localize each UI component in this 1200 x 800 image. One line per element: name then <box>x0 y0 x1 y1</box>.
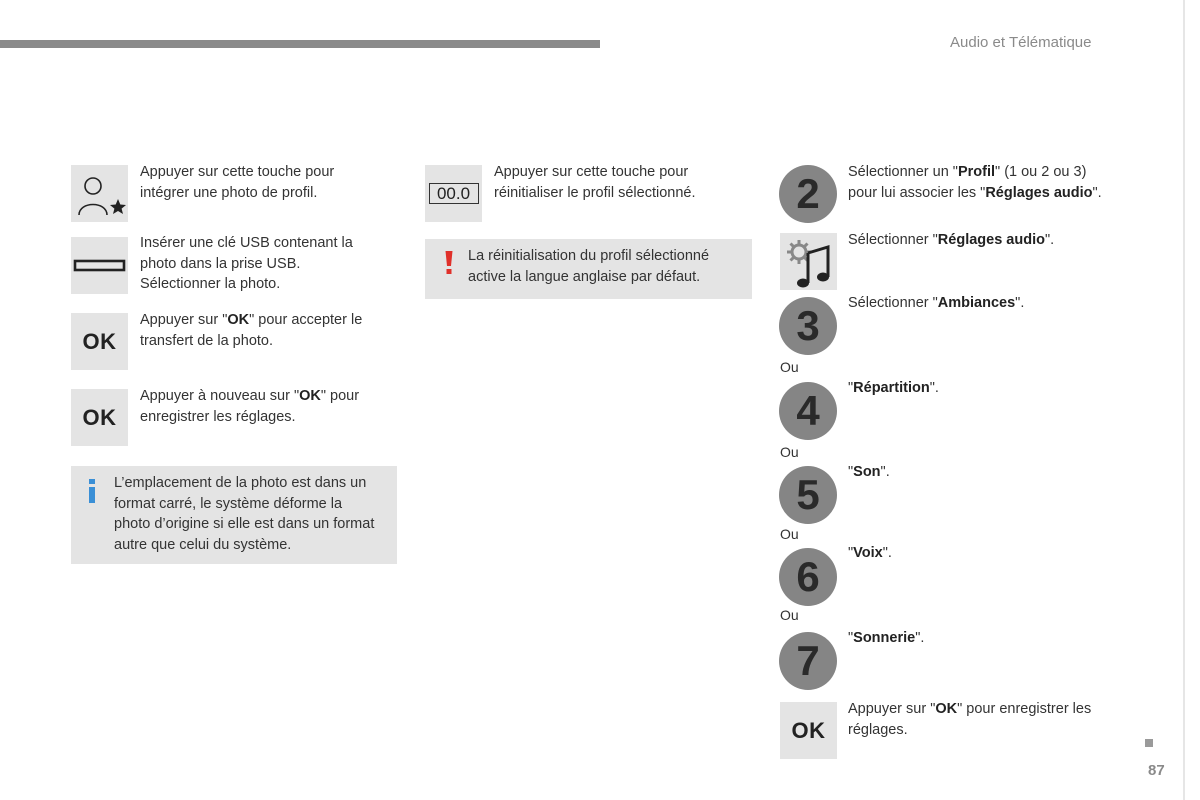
step-5-badge: 5 <box>779 466 837 524</box>
profile-photo-button-tile <box>71 165 128 222</box>
page-edge-divider <box>1183 0 1185 800</box>
gear-music-icon <box>780 233 837 290</box>
step-7-badge: 7 <box>779 632 837 690</box>
usb-slot-icon <box>71 237 128 294</box>
warning-note <box>425 239 752 299</box>
user-star-icon <box>71 165 128 222</box>
audio-settings-text: Sélectionner "Réglages audio". <box>848 232 1055 248</box>
page-marker <box>1145 739 1153 747</box>
usb-port-tile <box>71 237 128 294</box>
ok-accept-instruction: Appuyer sur "OK" pour accepter le transfert de la photo. <box>140 312 363 349</box>
step-6-badge: 6 <box>779 548 837 606</box>
step-6-text: "Voix". <box>848 545 892 561</box>
header-bar <box>0 40 600 48</box>
or-label: Ou <box>780 526 799 542</box>
step-4-badge: 4 <box>779 382 837 440</box>
usb-instruction: Insérer une clé USB contenant la photo dans la prise USB. Sélectionner la photo. <box>140 235 353 292</box>
warning-note-text: La réinitialisation du profil sélectionné active la langue anglaise par défaut. <box>468 248 710 285</box>
info-icon <box>87 479 97 503</box>
page-number: 87 <box>1148 762 1165 779</box>
counter-display: 00.0 <box>429 183 479 204</box>
step-7-text: "Sonnerie". <box>848 630 925 646</box>
info-note-text: L’emplacement de la photo est dans un format carré, le système déforme la photo d’origine si elle est dans un format autre que celui du système. <box>114 475 375 553</box>
reset-button-tile <box>425 165 482 222</box>
step-3-text: Sélectionner "Ambiances". <box>848 295 1025 311</box>
step-2-badge: 2 <box>779 165 837 223</box>
or-label: Ou <box>780 607 799 623</box>
or-label: Ou <box>780 444 799 460</box>
warning-icon <box>445 251 453 275</box>
profile-photo-instruction: Appuyer sur cette touche pour intégrer une photo de profil. <box>140 164 335 201</box>
section-title: Audio et Télématique <box>950 34 1092 51</box>
step-2-text: Sélectionner un "Profil" (1 ou 2 ou 3) pour lui associer les "Réglages audio". <box>848 164 1102 201</box>
info-note <box>71 466 397 564</box>
ok-final-instruction: Appuyer sur "OK" pour enregistrer les réglages. <box>848 701 1092 738</box>
ok-tile-save <box>71 389 128 446</box>
audio-settings-tile <box>780 233 837 290</box>
ok-label: OK <box>82 404 117 430</box>
step-5-text: "Son". <box>848 464 890 480</box>
ok-label: OK <box>791 717 826 743</box>
ok-tile-final <box>780 702 837 759</box>
step-4-text: "Répartition". <box>848 380 939 396</box>
ok-label: OK <box>82 328 117 354</box>
ok-save-instruction: Appuyer à nouveau sur "OK" pour enregistrer les réglages. <box>140 388 360 425</box>
reset-instruction: Appuyer sur cette touche pour réinitialiser le profil sélectionné. <box>494 164 696 201</box>
step-3-badge: 3 <box>779 297 837 355</box>
ok-tile-accept <box>71 313 128 370</box>
or-label: Ou <box>780 359 799 375</box>
